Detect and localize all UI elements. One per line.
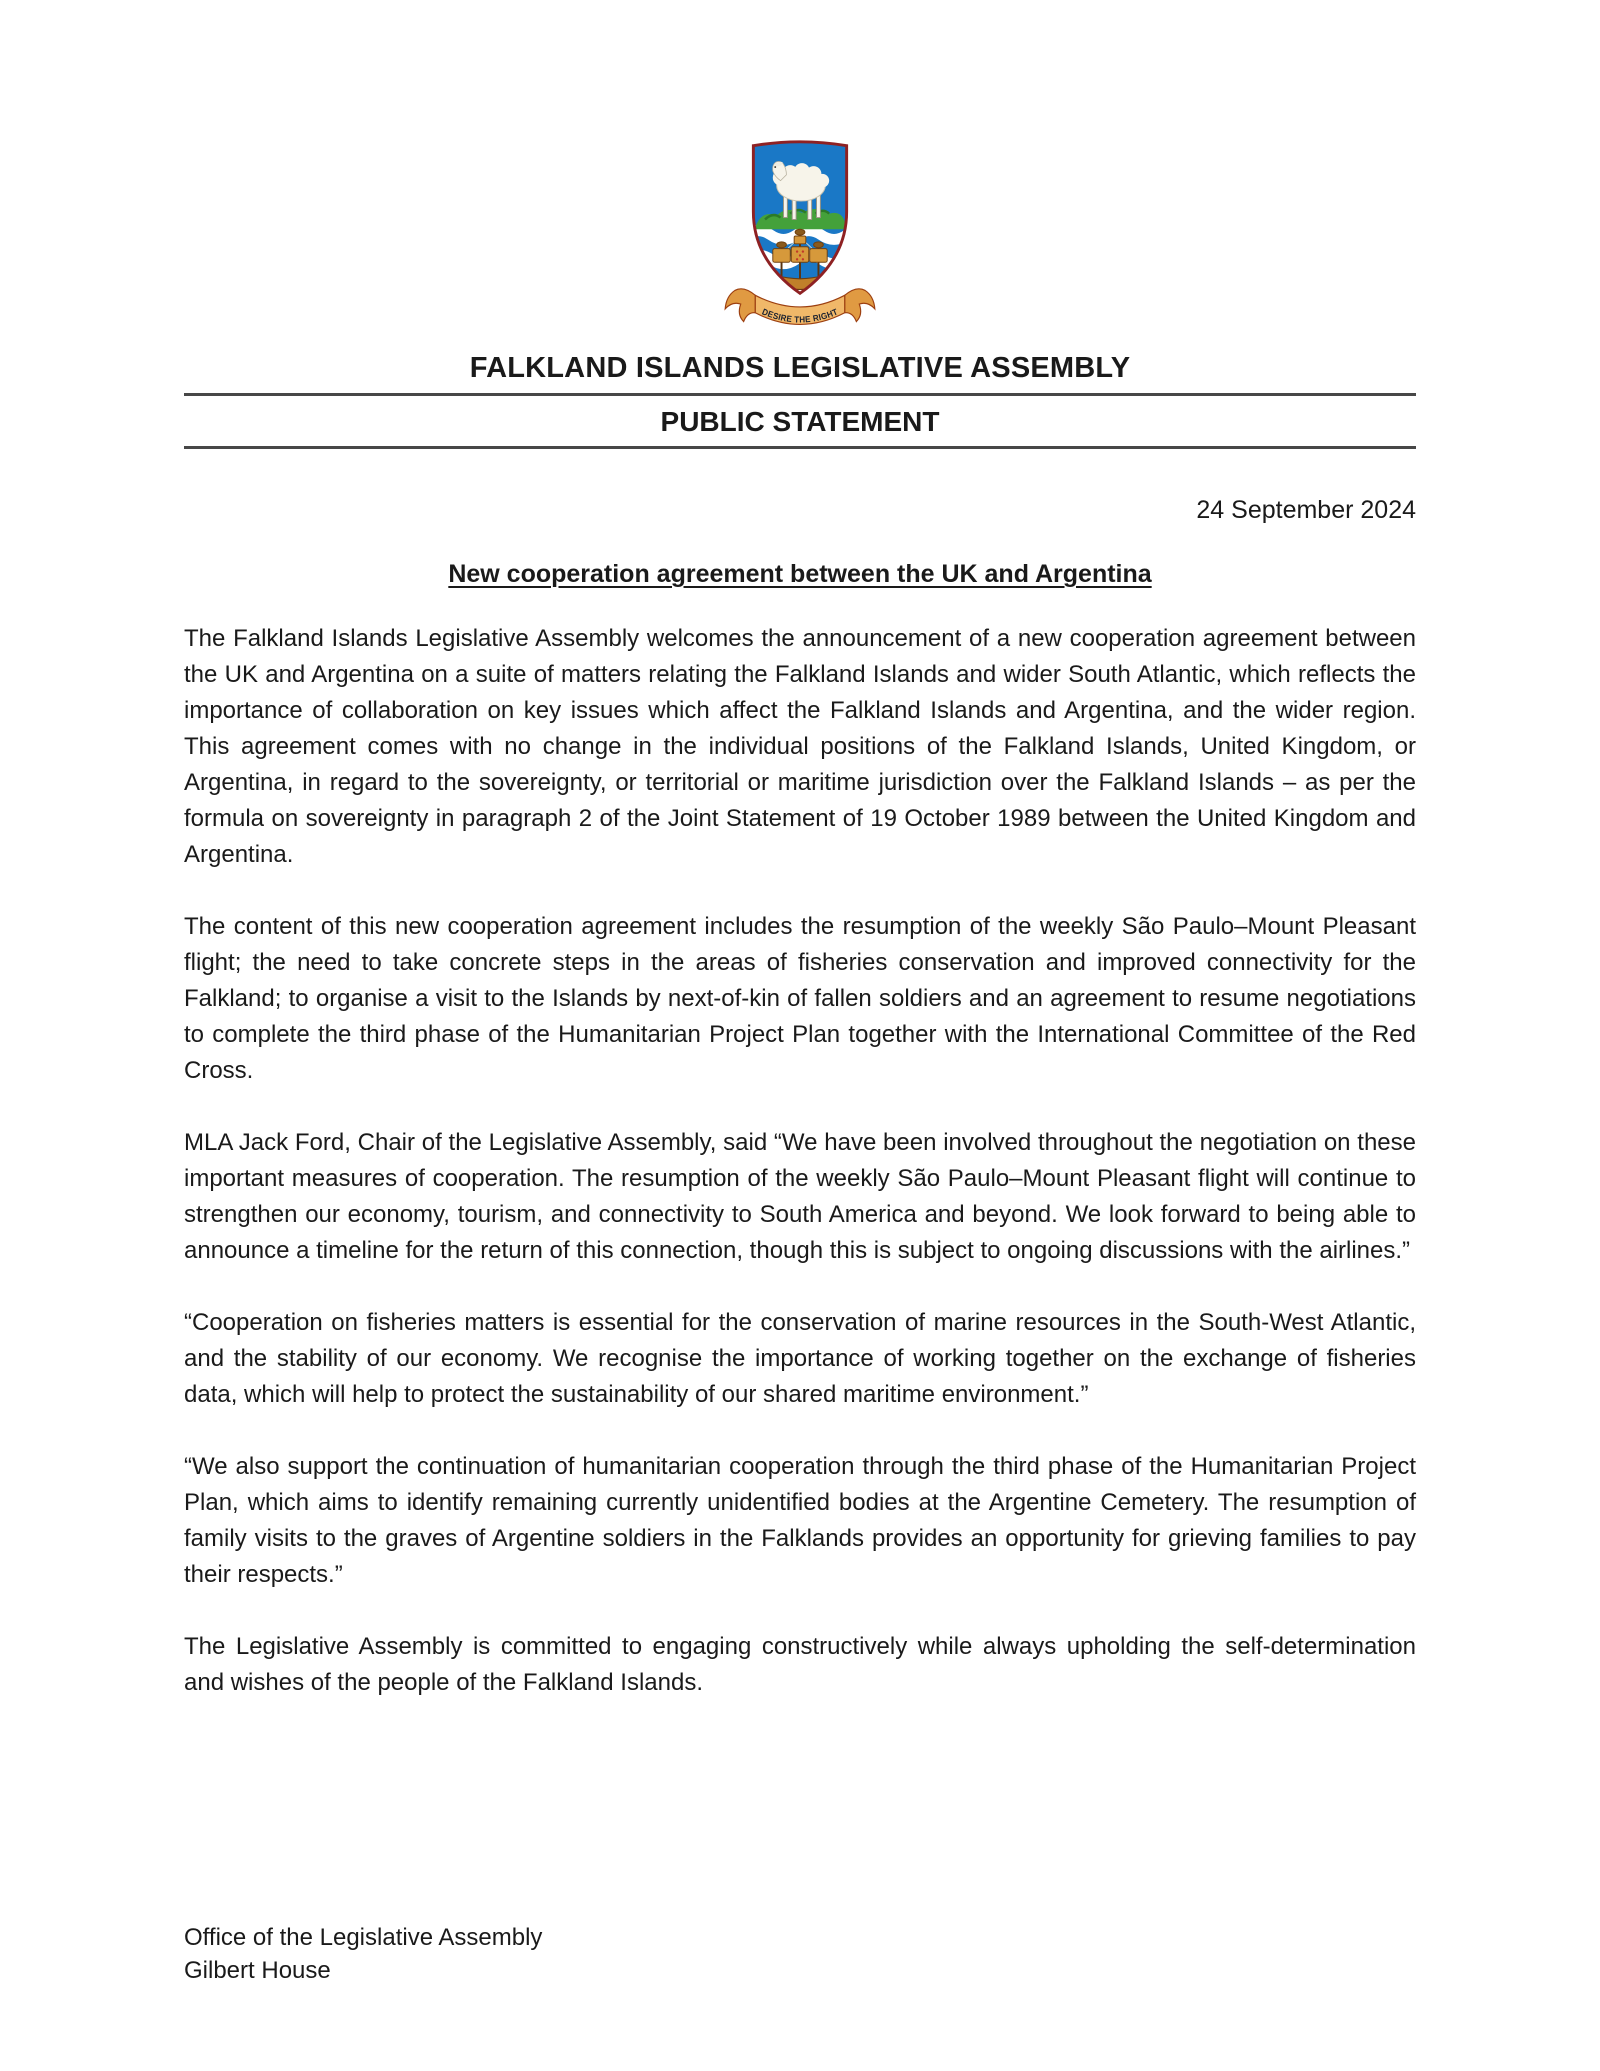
- statement-paragraph: MLA Jack Ford, Chair of the Legislative Assembly, said “We have been involved throughout the negotiation on these important measures of cooperation. The resumption of the weekly São Paulo–Mount Pleasant flight will continue to strengthen our economy, tourism, and connectivity to South America and beyond. We look forward to being able to announce a timeline for the return of this connection, though this is subject to ongoing discussions with the airlines.”: [184, 1129, 1416, 1264]
- footer-office-line: Office of the Legislative Assembly: [184, 1924, 543, 1951]
- statement-paragraph: The Falkland Islands Legislative Assembly welcomes the announcement of a new cooperation agreement between the UK and Argentina on a suite of matters relating the Falkland Islands and wider South Atlantic, which reflects the importance of collaboration on key issues which affect the Falkland Islands and Argentina, and the wider region. This agreement comes with no change in the individual positions of the Falkland Islands, United Kingdom, or Argentina, in regard to the sovereignty, or territorial or maritime jurisdiction over the Falkland Islands – as per the formula on sovereignty in paragraph 2 of the Joint Statement of 19 October 1989 between the United Kingdom and Argentina.: [184, 625, 1416, 868]
- statement-title: New cooperation agreement between the UK and Argentina: [448, 560, 1152, 588]
- document-footer: [184, 1921, 542, 1987]
- doc-type-title: PUBLIC STATEMENT: [660, 406, 940, 437]
- falkland-islands-coat-of-arms-icon: [719, 134, 881, 340]
- footer-address-line: Gilbert House: [184, 1957, 331, 1984]
- crest-shield: [746, 134, 872, 299]
- statement-paragraph: The content of this new cooperation agreement includes the resumption of the weekly São Paulo–Mount Pleasant flight; the need to take concrete steps in the areas of fisheries conservation and improved connectivity for the Falkland; to organise a visit to the Islands by next-of-kin of fallen soldiers and an agreement to resume negotiations to complete the third phase of the Humanitarian Project Plan together with the International Committee of the Red Cross.: [184, 913, 1416, 1084]
- statement-date: 24 September 2024: [1196, 496, 1416, 524]
- statement-paragraph: “Cooperation on fisheries matters is essential for the conservation of marine resources in the South-West Atlantic, and the stability of our economy. We recognise the importance of working together on the exchange of fisheries data, which will help to protect the sustainability of our shared maritime environment.”: [184, 1309, 1416, 1408]
- crest-motto-text: DESIRE THE RIGHT: [760, 306, 840, 325]
- header-divider-top: [184, 393, 1416, 396]
- org-title: FALKLAND ISLANDS LEGISLATIVE ASSEMBLY: [469, 352, 1131, 384]
- header-divider-bottom: [184, 446, 1416, 449]
- statement-paragraph: The Legislative Assembly is committed to engaging constructively while always upholding the self-determination and wishes of the people of the Falkland Islands.: [184, 1633, 1416, 1696]
- document-content: [184, 0, 1416, 1701]
- statement-paragraph: “We also support the continuation of humanitarian cooperation through the third phase of the Humanitarian Project Plan, which aims to identify remaining currently unidentified bodies at the Argentine Cemetery. The resumption of family visits to the graves of Argentine soldiers in the Falklands provides an opportunity for grieving families to pay their respects.”: [184, 1453, 1416, 1588]
